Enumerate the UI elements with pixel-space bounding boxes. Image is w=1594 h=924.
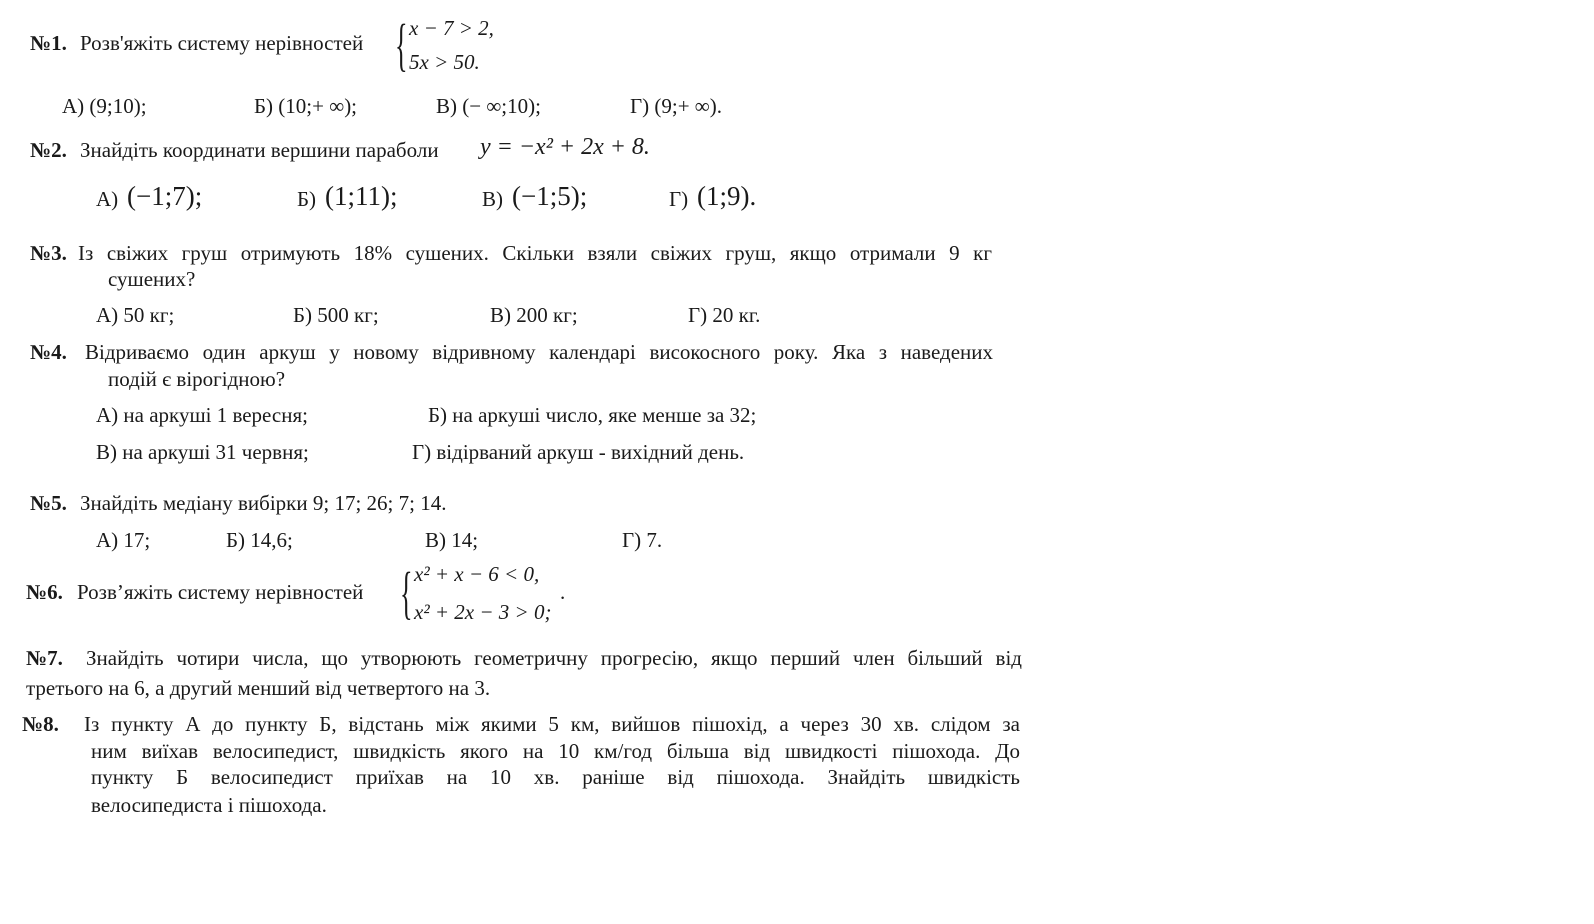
answer-d: Г) 20 кг.: [688, 303, 761, 327]
answer-c: В) (− ∞;10);: [436, 94, 541, 118]
problem-1-number: №1.: [30, 31, 67, 55]
answer-d: Г) (9;+ ∞).: [630, 94, 723, 118]
answer-d: Г) 7.: [622, 528, 663, 552]
problem-3-line-2: сушених?: [108, 267, 196, 291]
problem-7-number: №7.: [26, 646, 63, 670]
answer-a: А) 17;: [96, 528, 151, 552]
answer-b-label: Б): [297, 187, 317, 211]
problem-5-number: №5.: [30, 491, 67, 515]
answer-c: В) 200 кг;: [490, 303, 578, 327]
system-brace: {: [395, 12, 408, 77]
system-end-dot: .: [560, 580, 566, 604]
answer-b-value: (1;11);: [325, 181, 398, 211]
problem-1-text: Розв'яжіть систему нерівностей: [80, 31, 364, 55]
problem-4-number: №4.: [30, 340, 67, 364]
answer-a-label: А): [96, 187, 119, 211]
problem-6-number: №6.: [26, 580, 63, 604]
problem-8-line-4: велосипедиста і пішохода.: [91, 793, 327, 817]
system-line-1: x − 7 > 2,: [409, 16, 494, 40]
answer-b: Б) 14,6;: [226, 528, 293, 552]
problem-4-line-1: Відриваємо один аркуш у новому відривному календарі високосного року. Яка з наведених: [85, 340, 993, 364]
answer-d-value: (1;9).: [697, 181, 757, 211]
answer-d-label: Г): [669, 187, 689, 211]
answer-b: Б) 500 кг;: [293, 303, 379, 327]
answer-a-value: (−1;7);: [127, 181, 203, 211]
answer-c: В) 14;: [425, 528, 479, 552]
problem-3-number: №3.: [30, 241, 67, 265]
answer-b: Б) (10;+ ∞);: [254, 94, 358, 118]
problem-6-text: Розв’яжіть систему нерівностей: [77, 580, 364, 604]
problem-8-line-1: Із пункту А до пункту Б, відстань між якими 5 км, вийшов пішохід, а через 30 хв. слідом за: [84, 712, 1020, 736]
problem-5-text: Знайдіть медіану вибірки 9; 17; 26; 7; 14.: [80, 491, 447, 515]
problem-8-line-2: ним виїхав велосипедист, швидкість якого на 10 км/год більша від швидкості пішохода. До: [91, 739, 1020, 763]
system-line-1: x² + x − 6 < 0,: [414, 562, 540, 586]
answer-c-label: В): [482, 187, 503, 211]
system-line-2: 5x > 50.: [409, 50, 480, 74]
system-line-2: x² + 2x − 3 > 0;: [414, 600, 552, 624]
parabola-formula: y = −x² + 2x + 8.: [480, 134, 650, 160]
answer-a: А) (9;10);: [62, 94, 147, 118]
problem-2-number: №2.: [30, 138, 67, 162]
problem-3-line-1: Із свіжих груш отримують 18% сушених. Скільки взяли свіжих груш, якщо отримали 9 кг: [78, 241, 992, 265]
answer-c: В) на аркуші 31 червня;: [96, 440, 309, 464]
problem-7-line-1: Знайдіть чотири числа, що утворюють геометричну прогресію, якщо перший член більший від: [86, 646, 1022, 670]
answer-a: А) 50 кг;: [96, 303, 175, 327]
answer-d: Г) відірваний аркуш - вихідний день.: [412, 440, 745, 464]
problem-2-text: Знайдіть координати вершини параболи: [80, 138, 439, 162]
answer-b: Б) на аркуші число, яке менше за 32;: [428, 403, 757, 427]
system-brace: {: [400, 560, 413, 625]
answer-c-value: (−1;5);: [512, 181, 588, 211]
problem-7-line-2: третього на 6, а другий менший від четвертого на 3.: [26, 676, 491, 700]
problem-4-line-2: подій є вірогідною?: [108, 367, 286, 391]
answer-a: А) на аркуші 1 вересня;: [96, 403, 308, 427]
problem-8-line-3: пункту Б велосипедист приїхав на 10 хв. раніше від пішохода. Знайдіть швидкість: [91, 765, 1020, 789]
problem-8-number: №8.: [22, 712, 59, 736]
